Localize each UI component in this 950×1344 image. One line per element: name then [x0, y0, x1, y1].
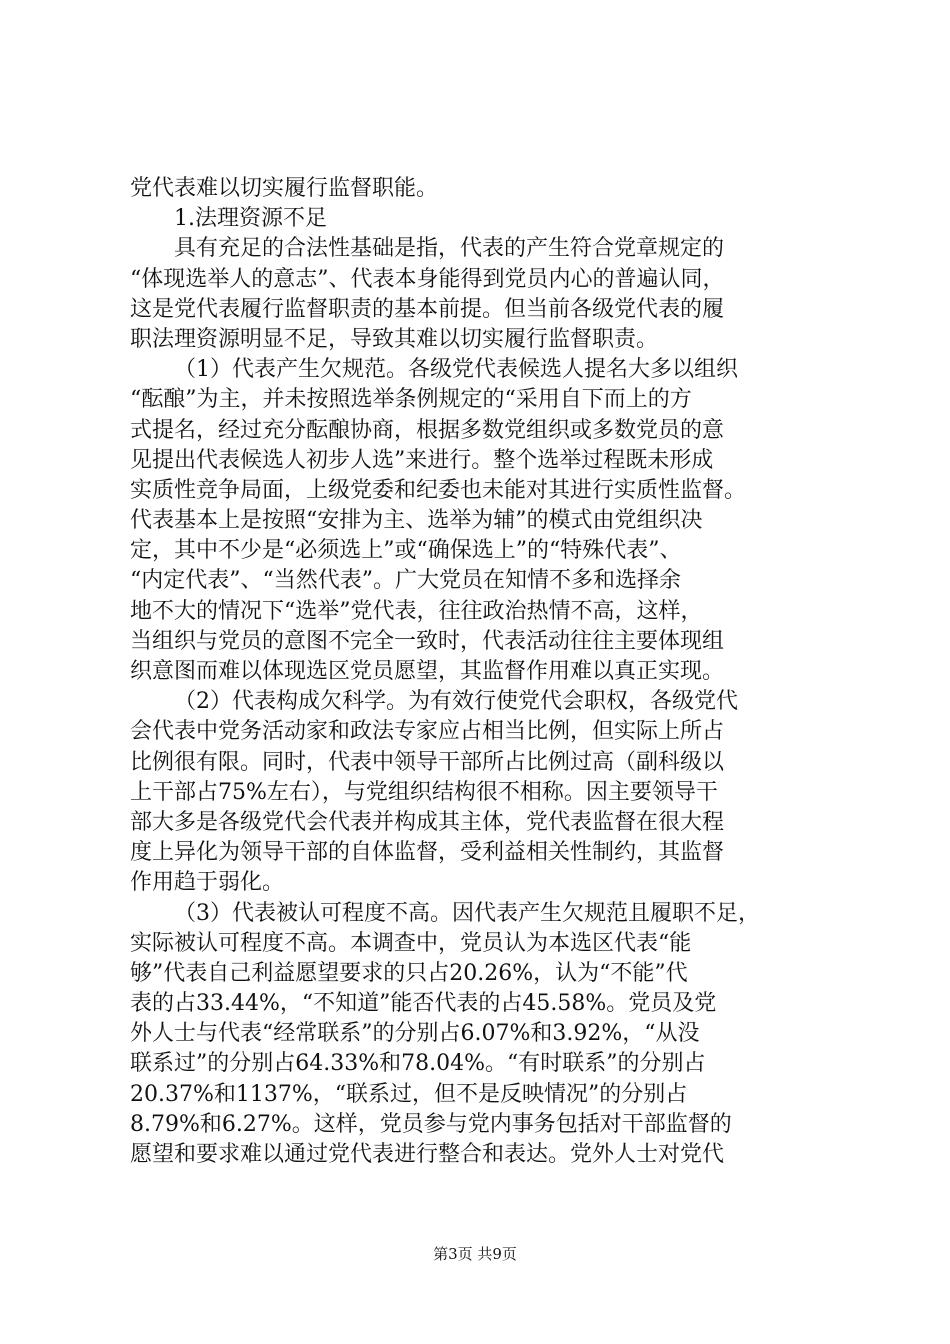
text-line: 表的占33.44%，“不知道”能否代表的占45.58%。党员及党	[130, 991, 717, 1017]
text-line: 这是党代表履行监督职责的基本前提。但当前各级党代表的履	[130, 296, 725, 322]
text-line: 实质性竞争局面，上级党委和纪委也未能对其进行实质性监督。	[130, 477, 747, 503]
text-line: 1.法理资源不足	[174, 206, 327, 232]
document-body	[130, 174, 835, 1170]
text-line: 当组织与党员的意图不完全一致时，代表活动往往主要体现组	[130, 628, 725, 654]
text-line: 职法理资源明显不足，导致其难以切实履行监督职责。	[130, 326, 659, 352]
text-line: 愿望和要求难以通过党代表进行整合和表达。党外人士对党代	[130, 1142, 725, 1167]
text-line: （2）代表构成欠科学。为有效行使党代会职权，各级党代	[174, 689, 738, 715]
text-line: 定，其中不少是“必须选上”或“确保选上”的“特殊代表”、	[130, 538, 682, 564]
text-line: 会代表中党务活动家和政法专家应占相当比例，但实际上所占	[130, 719, 725, 745]
text-line: 党代表难以切实履行监督职能。	[130, 176, 439, 201]
text-line: 作用趋于弱化。	[130, 870, 285, 896]
text-line: 20.37%和1137%，“联系过，但不是反映情况”的分别占	[130, 1081, 688, 1107]
text-line: 代表基本上是按照“安排为主、选举为辅”的模式由党组织决	[130, 508, 703, 534]
text-line: 织意图而难以体现选区党员愿望，其监督作用难以真正实现。	[130, 659, 725, 684]
page-footer: 第3页 共9页	[433, 1245, 517, 1263]
text-line: “体现选举人的意志”、代表本身能得到党员内心的普遍认同，	[130, 266, 725, 292]
text-line: 地不大的情况下“选举”党代表，往往政治热情不高，这样，	[130, 598, 703, 624]
text-line: 比例很有限。同时，代表中领导干部所占比例过高（副科级以	[130, 749, 725, 775]
text-line: 见提出代表候选人初步人选”来进行。整个选举过程既未形成	[130, 447, 714, 473]
text-line: 度上异化为领导干部的自体监督，受利益相关性制约，其监督	[130, 840, 725, 866]
text-line: “内定代表”、“当然代表”。广大党员在知情不多和选择余	[130, 568, 681, 594]
text-line: 8.79%和6.27%。这样，党员参与党内事务包括对干部监督的	[130, 1111, 732, 1137]
text-line: 上干部占75%左右），与党组织结构很不相称。因主要领导干	[130, 779, 718, 805]
text-line: 够”代表自己利益愿望要求的只占20.26%，认为“不能”代	[130, 960, 688, 986]
text-line: 具有充足的合法性基础是指，代表的产生符合党章规定的	[174, 236, 725, 262]
text-line: 实际被认可程度不高。本调查中，党员认为本选区代表“能	[130, 930, 692, 956]
text-line: “酝酿”为主，并未按照选举条例规定的“采用自下而上的方	[130, 387, 692, 413]
text-line: 联系过”的分别占64.33%和78.04%。“有时联系”的分别占	[130, 1051, 706, 1077]
text-line: 外人士与代表“经常联系”的分别占6.07%和3.92%，“从没	[130, 1021, 700, 1047]
text-line: （1）代表产生欠规范。各级党代表候选人提名大多以组织	[174, 357, 738, 383]
text-line: （3）代表被认可程度不高。因代表产生欠规范且履职不足，	[174, 900, 760, 926]
text-line: 部大多是各级党代会代表并构成其主体，党代表监督在很大程	[130, 809, 725, 835]
text-line: 式提名，经过充分酝酿协商，根据多数党组织或多数党员的意	[130, 417, 725, 443]
